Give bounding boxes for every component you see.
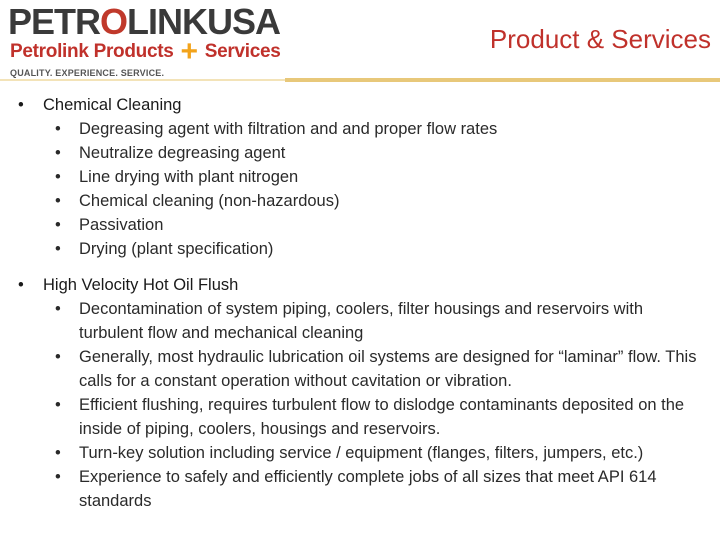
plus-icon: +	[180, 35, 198, 68]
logo-o-ring: O	[100, 1, 128, 42]
list-item	[43, 117, 720, 141]
logo-tagline: QUALITY. EXPERIENCE. SERVICE.	[10, 68, 165, 78]
bullet-icon: •	[18, 96, 24, 114]
list-item	[43, 441, 720, 465]
list-item-text: Efficient flushing, requires turbulent flow to dislodge contaminants deposited on the inside of piping, coolers, housings and reservoirs.	[79, 396, 685, 438]
list-item	[43, 165, 720, 189]
bullet-icon: •	[55, 240, 61, 258]
bullet-icon: •	[18, 276, 24, 294]
list-item	[43, 237, 720, 261]
list-item	[43, 345, 720, 393]
bullet-icon: •	[55, 444, 61, 462]
bullet-icon: •	[55, 120, 61, 138]
list-item-text: Decontamination of system piping, coolers, filter housings and reservoirs with turbulent flow and mechanical cleaning	[79, 300, 644, 342]
section-heading: High Velocity Hot Oil Flush	[43, 276, 239, 294]
list-item-text: Passivation	[79, 216, 164, 234]
section-list	[0, 93, 720, 513]
list-item-text: Drying (plant specification)	[79, 240, 274, 258]
bullet-icon: •	[55, 192, 61, 210]
sub-list	[43, 117, 720, 261]
bullet-icon: •	[55, 216, 61, 234]
list-item	[43, 393, 720, 441]
bullet-icon: •	[55, 300, 61, 318]
bullet-icon: •	[55, 168, 61, 186]
bullet-icon: •	[55, 144, 61, 162]
list-item	[43, 141, 720, 165]
list-item	[43, 465, 720, 513]
list-item	[43, 213, 720, 237]
list-item-text: Experience to safely and efficiently complete jobs of all sizes that meet API 614 standards	[79, 468, 657, 510]
bullet-icon: •	[55, 468, 61, 486]
list-item-text: Line drying with plant nitrogen	[79, 168, 299, 186]
list-item-text: Turn-key solution including service / equipment (flanges, filters, jumpers, etc.)	[79, 444, 644, 462]
company-logo	[8, 1, 281, 82]
list-item	[43, 297, 720, 345]
list-item	[43, 189, 720, 213]
bullet-icon: •	[55, 348, 61, 366]
section-spacer	[0, 261, 720, 273]
bullet-icon: •	[55, 396, 61, 414]
list-item-text: Chemical cleaning (non-hazardous)	[79, 192, 340, 210]
bullet-content	[0, 93, 720, 513]
logo-wordmark: PETROLINKUSA	[8, 1, 281, 42]
sub-list	[43, 297, 720, 513]
list-item-text: Neutralize degreasing agent	[79, 144, 286, 162]
header-divider	[0, 78, 720, 82]
section-hot-oil-flush	[0, 273, 720, 513]
logo-subtitle: Petrolink Products + Services	[10, 35, 281, 68]
list-item-text: Generally, most hydraulic lubrication oil systems are designed for “laminar” flow. This calls for a constant operation without cavitation or vibration.	[79, 348, 697, 390]
section-heading: Chemical Cleaning	[43, 96, 182, 114]
section-chemical-cleaning	[0, 93, 720, 261]
page-title: Product & Services	[489, 24, 711, 54]
list-item-text: Degreasing agent with filtration and and proper flow rates	[79, 120, 498, 138]
